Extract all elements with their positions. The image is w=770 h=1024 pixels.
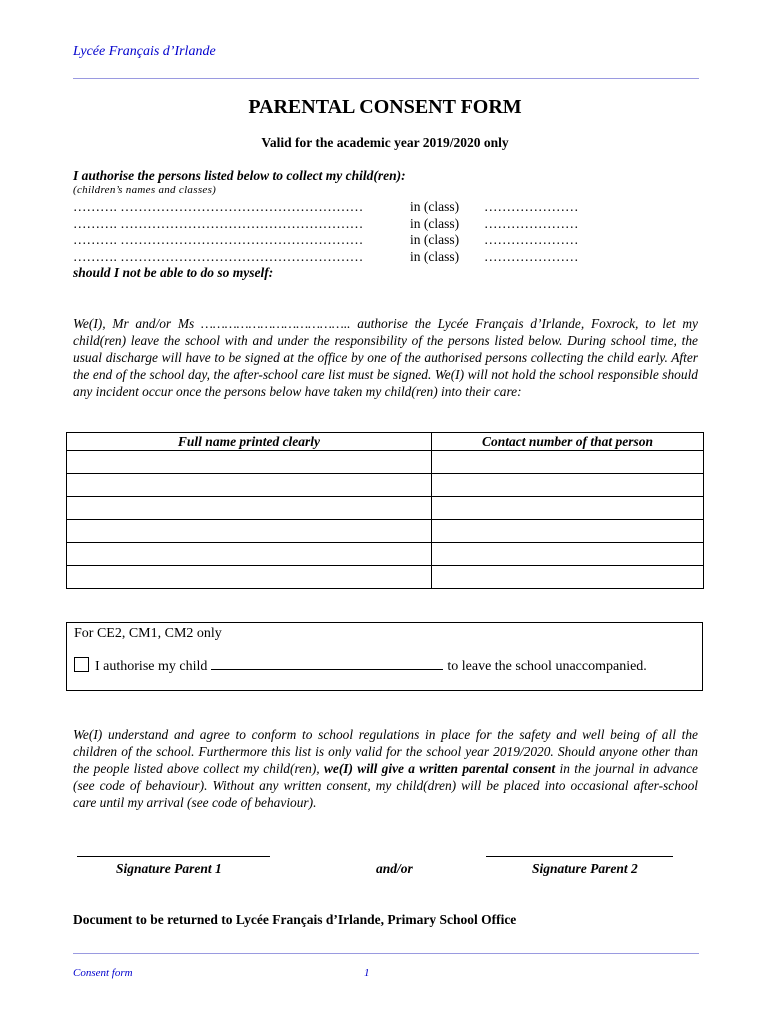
class-dots: ………………… bbox=[484, 249, 579, 264]
child-entry-row[interactable] bbox=[73, 199, 593, 216]
signature-line-parent-1[interactable] bbox=[77, 856, 270, 857]
child-entry-row[interactable] bbox=[73, 216, 593, 233]
class-label: in (class) bbox=[410, 232, 460, 247]
name-cell[interactable] bbox=[67, 451, 432, 474]
return-instructions: Document to be returned to Lycée Français d’Irlande, Primary School Office bbox=[73, 912, 517, 927]
class-label: in (class) bbox=[410, 249, 460, 264]
table-row bbox=[67, 497, 704, 520]
contact-cell[interactable] bbox=[432, 566, 704, 589]
regulations-text-2: in the journal in advance (see code of behaviour). Without any written consent, my child(dren) will be placed into occasional after-school care until my arrival (see code of behaviour). bbox=[73, 761, 698, 810]
name-cell[interactable] bbox=[67, 566, 432, 589]
child-name-dots: ………. ……………………………………………… bbox=[73, 232, 364, 247]
unaccompanied-text-after: to leave the school unaccompanied. bbox=[447, 659, 647, 674]
class-label: in (class) bbox=[410, 199, 460, 214]
authorise-closing: should I not be able to do so myself: bbox=[73, 265, 274, 280]
form-subtitle: Valid for the academic year 2019/2020 only bbox=[261, 135, 509, 150]
child-name-dots: ………. ……………………………………………… bbox=[73, 249, 364, 264]
child-name-dots: ………. ……………………………………………… bbox=[73, 216, 364, 231]
regulations-bold-text: we(I) will give a written parental consent bbox=[323, 761, 556, 776]
name-cell[interactable] bbox=[67, 474, 432, 497]
authorise-heading: I authorise the persons listed below to collect my child(ren): bbox=[73, 168, 406, 183]
table-row bbox=[67, 474, 704, 497]
school-header: Lycée Français d’Irlande bbox=[73, 44, 216, 59]
page-number: 1 bbox=[364, 967, 370, 979]
footer-label: Consent form bbox=[73, 967, 133, 979]
class-label: in (class) bbox=[410, 216, 460, 231]
regulations-paragraph bbox=[73, 726, 698, 811]
name-cell[interactable] bbox=[67, 497, 432, 520]
name-cell[interactable] bbox=[67, 543, 432, 566]
class-dots: ………………… bbox=[484, 199, 579, 214]
table-row bbox=[67, 566, 704, 589]
unaccompanied-box-title: For CE2, CM1, CM2 only bbox=[74, 626, 222, 641]
contact-cell[interactable] bbox=[432, 543, 704, 566]
authorise-note: (children’s names and classes) bbox=[73, 184, 217, 196]
authorised-persons-table bbox=[66, 432, 704, 589]
child-entry-row[interactable] bbox=[73, 232, 593, 249]
child-name-dots: ………. ……………………………………………… bbox=[73, 199, 364, 214]
signature-label-parent-2: Signature Parent 2 bbox=[532, 861, 638, 876]
contact-cell[interactable] bbox=[432, 451, 704, 474]
contact-cell[interactable] bbox=[432, 497, 704, 520]
table-row bbox=[67, 520, 704, 543]
name-cell[interactable] bbox=[67, 520, 432, 543]
footer-rule bbox=[73, 953, 699, 954]
form-title: PARENTAL CONSENT FORM bbox=[248, 96, 522, 118]
unaccompanied-text-before: I authorise my child bbox=[95, 659, 208, 674]
unaccompanied-consent-line bbox=[74, 657, 696, 675]
unaccompanied-box bbox=[66, 622, 703, 691]
class-dots: ………………… bbox=[484, 216, 579, 231]
signature-and-or: and/or bbox=[376, 861, 413, 876]
header-rule bbox=[73, 78, 699, 79]
table-row bbox=[67, 543, 704, 566]
column-header-contact: Contact number of that person bbox=[432, 433, 704, 451]
consent-paragraph: We(I), Mr and/or Ms ……………………………….. authorise the Lycée Français d’Irlande, Foxrock, to let my child(ren) leave the school with and under the responsibility of the persons listed below. During school time, the usual discharge will have to be signed at the office by one of the authorised persons collecting the child early. After the end of the school day, the after-school care list must be signed. We(I) will not hold the school responsible should any incident occur once the persons below have taken my child(ren) into their care: bbox=[73, 316, 698, 399]
table-row bbox=[67, 451, 704, 474]
child-entry-row[interactable] bbox=[73, 249, 593, 266]
child-name-blank[interactable] bbox=[211, 657, 443, 670]
column-header-name: Full name printed clearly bbox=[67, 433, 432, 451]
regulations-text-1: We(I) understand and agree to conform to school regulations in place for the safety and well being of all the children of the school. Furthermore this list is only valid for the school year 2019/2020. Should anyone other than the people listed above collect my child(ren), bbox=[73, 727, 698, 776]
contact-cell[interactable] bbox=[432, 520, 704, 543]
unaccompanied-checkbox[interactable] bbox=[74, 657, 89, 672]
signature-label-parent-1: Signature Parent 1 bbox=[116, 861, 222, 876]
signature-line-parent-2[interactable] bbox=[486, 856, 673, 857]
contact-cell[interactable] bbox=[432, 474, 704, 497]
class-dots: ………………… bbox=[484, 232, 579, 247]
